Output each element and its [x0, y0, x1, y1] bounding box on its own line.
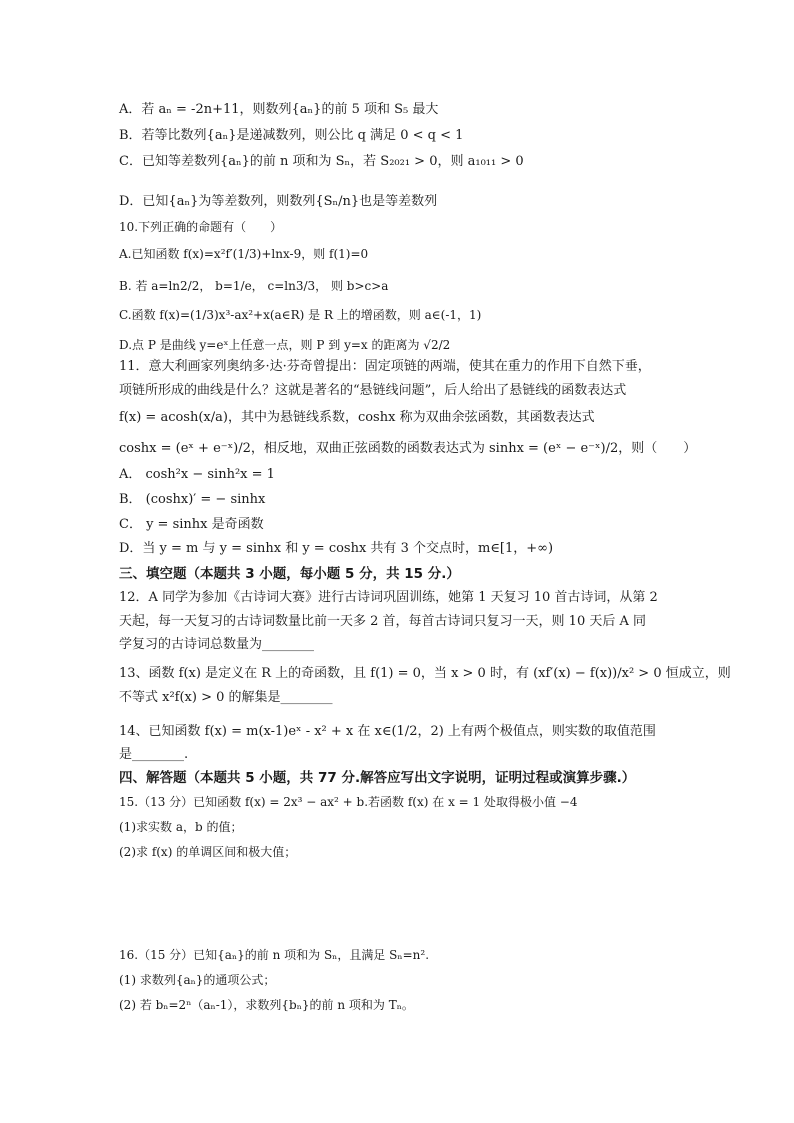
- question-11-line-3: f(x) = acosh(x/a)，其中为悬链线系数，coshx 称为双曲余弦函数，其函数表达式: [119, 410, 595, 425]
- question-11-line-1: 11．意大利画家列奥纳多·达·芬奇曾提出：固定项链的两端，使其在重力的作用下自然下垂，: [119, 359, 651, 374]
- question-10-stem: 10.下列正确的命题有（ ）: [119, 220, 283, 234]
- option-11c: C． y = sinhx 是奇函数: [119, 517, 264, 532]
- question-16-part-2: (2) 若 bₙ=2ⁿ（aₙ-1），求数列{bₙ}的前 n 项和为 Tₙ。: [119, 998, 414, 1012]
- question-15-stem: 15.（13 分）已知函数 f(x) = 2x³ − ax² + b.若函数 f(x) 在 x = 1 处取得极小值 −4: [119, 795, 578, 809]
- section-4-heading: 四、解答题（本题共 5 小题，共 77 分.解答应写出文字说明，证明过程或演算步骤.）: [119, 770, 636, 786]
- option-9c: C．已知等差数列{aₙ}的前 n 项和为 Sₙ，若 S₂₀₂₁ > 0，则 a₁₀₁₁ > 0: [119, 154, 524, 169]
- question-12-line-1: 12．A 同学为参加《古诗词大赛》进行古诗词巩固训练，她第 1 天复习 10 首古诗词，从第 2: [119, 590, 658, 605]
- option-10a: A.已知函数 f(x)=x²f′(1/3)+lnx-9，则 f(1)=0: [119, 247, 369, 261]
- question-13-line-2: 不等式 x²f(x) > 0 的解集是________: [119, 690, 333, 705]
- question-15-part-2: (2)求 f(x) 的单调区间和极大值；: [119, 845, 297, 859]
- option-11d: D．当 y = m 与 y = sinhx 和 y = coshx 共有 3 个交点时，m∈[1，+∞): [119, 541, 554, 556]
- question-14-line-1: 14、已知函数 f(x) = m(x-1)eˣ - x² + x 在 x∈(1/2，2) 上有两个极值点，则实数的取值范围: [119, 724, 656, 739]
- option-11a: A． cosh²x − sinh²x = 1: [119, 467, 275, 482]
- question-14-line-2: 是________.: [119, 747, 189, 762]
- option-10c: C.函数 f(x)=(1/3)x³-ax²+x(a∈R) 是 R 上的增函数，则 a∈(-1，1): [119, 308, 482, 322]
- option-9b: B．若等比数列{aₙ}是递减数列，则公比 q 满足 0 < q < 1: [119, 128, 464, 143]
- question-12-line-2: 天起，每一天复习的古诗词数量比前一天多 2 首，每首古诗词只复习一天，则 10 天后 A 同: [119, 614, 646, 629]
- question-13-line-1: 13、函数 f(x) 是定义在 R 上的奇函数，且 f(1) = 0，当 x > 0 时，有 (xf′(x) − f(x))/x² > 0 恒成立，则: [119, 666, 731, 681]
- question-16-part-1: (1) 求数列{aₙ}的通项公式；: [119, 973, 276, 987]
- option-10d: D.点 P 是曲线 y=eˣ上任意一点，则 P 到 y=x 的距离为 √2/2: [119, 338, 451, 352]
- section-3-heading: 三、填空题（本题共 3 小题，每小题 5 分，共 15 分.）: [119, 566, 460, 582]
- option-9d: D．已知{aₙ}为等差数列，则数列{Sₙ/n}也是等差数列: [119, 194, 438, 209]
- option-11b: B． (coshx)′ = − sinhx: [119, 492, 266, 507]
- question-12-line-3: 学复习的古诗词总数量为________: [119, 637, 315, 652]
- question-11-line-2: 项链所形成的曲线是什么？这就是著名的“悬链线问题”，后人给出了悬链线的函数表达式: [119, 383, 627, 398]
- option-10b: B. 若 a=ln2/2， b=1/e， c=ln3/3， 则 b>c>a: [119, 279, 389, 293]
- option-9a: A．若 aₙ = -2n+11，则数列{aₙ}的前 5 项和 S₅ 最大: [119, 102, 439, 117]
- question-15-part-1: (1)求实数 a，b 的值；: [119, 820, 243, 834]
- question-16-stem: 16.（15 分）已知{aₙ}的前 n 项和为 Sₙ，且满足 Sₙ=n².: [119, 948, 430, 962]
- question-11-line-4: coshx = (eˣ + e⁻ˣ)/2，相反地，双曲正弦函数的函数表达式为 sinhx = (eˣ − e⁻ˣ)/2，则（ ）: [119, 441, 697, 456]
